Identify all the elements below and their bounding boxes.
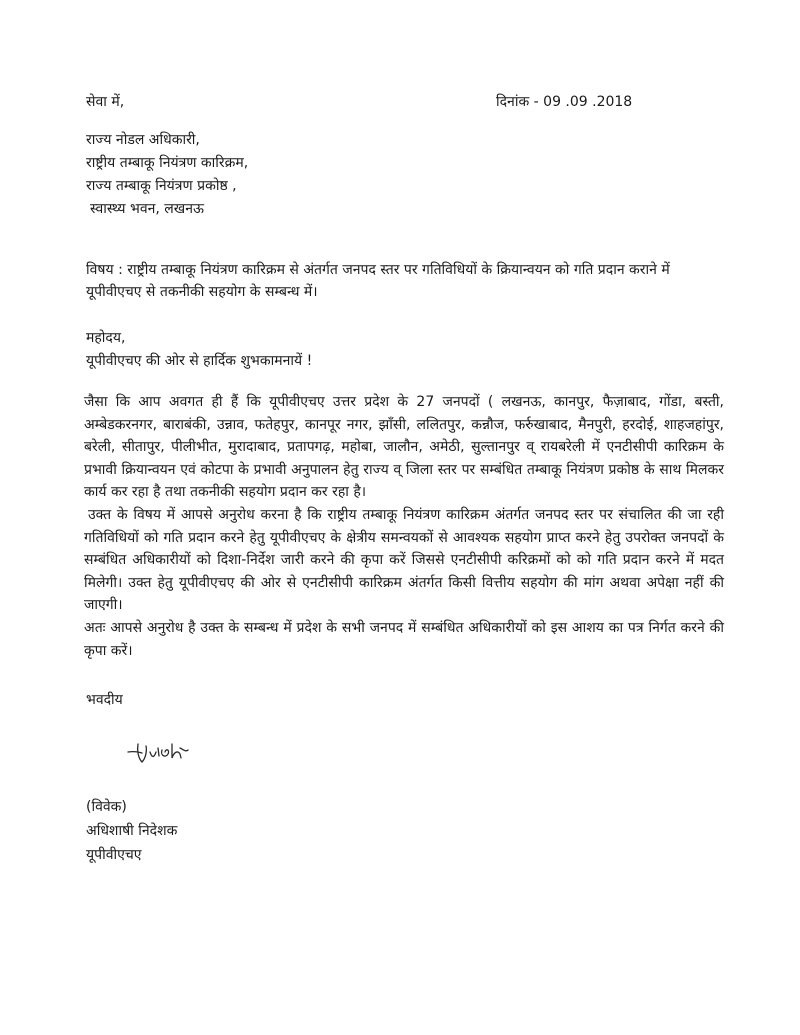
wishes: यूपीवीएचए की ओर से हार्दिक शुभकामनायें ! xyxy=(86,353,313,369)
greeting: महोदय, xyxy=(86,330,126,346)
letter-date: दिनांक - 09 .09 .2018 xyxy=(496,94,633,110)
address-line: राज्य नोडल अधिकारी, xyxy=(86,132,200,148)
subject-line: विषय : राष्ट्रीय तम्बाकू नियंत्रण कारिक्रम से अंतर्गत जनपद स्तर पर गतिविधियों के क्रियान्वयन को गति प्रदान कराने में यूपीवीएचए से तकनीकी सहयोग के सम्बन्ध में। xyxy=(86,262,670,300)
closing: भवदीय xyxy=(86,692,123,708)
signer-org: यूपीवीएचए xyxy=(86,847,142,863)
body-paragraph: उक्त के विषय में आपसे अनुरोध करना है कि राष्ट्रीय तम्बाकू नियंत्रण कारिक्रम अंतर्गत जनपद स्तर पर संचालित की जा रही गतिविधियों को गति प्रदान करने हेतु यूपीवीएचए के क्षेत्रीय समन्वयकों से आवश्यक सहयोग प्राप्त करने हेतु उपरोक्त जनपदों के सम्बंधित अधिकारीयों को दिशा-निर्देश जारी करने की कृपा करें जिससे एनटीसीपी करिक्रमों को को गति प्रदान करने में मदत मिलेगी। उक्त हेतु यूपीवीएचए की ओर से एनटीसीपी कारिक्रम अंतर्गत किसी वित्तीय सहयोग की मांग अथवा अपेक्षा नहीं की जाएगी। xyxy=(84,507,724,613)
body-paragraph: अतः आपसे अनुरोध है उक्त के सम्बन्ध में प्रदेश के सभी जनपद में सम्बंधित अधिकारीयों को इस आशय का पत्र निर्गत करने की कृपा करें। xyxy=(84,620,724,659)
to-label: सेवा में, xyxy=(86,94,125,110)
address-line: राष्ट्रीय तम्बाकू नियंत्रण कारिक्रम, xyxy=(86,155,249,171)
handwritten-signature-icon xyxy=(126,738,206,768)
address-line: राज्य तम्बाकू नियंत्रण प्रकोष्ठ , xyxy=(86,178,237,194)
signer-name: (विवेक) xyxy=(86,799,127,815)
address-line: स्वास्थ्य भवन, लखनऊ xyxy=(90,201,204,217)
signer-title: अधिशाषी निदेशक xyxy=(86,823,178,839)
body-paragraph: जैसा कि आप अवगत ही हैं कि यूपीवीएचए उत्तर प्रदेश के 27 जनपदों ( लखनऊ, कानपुर, फैज़ाबाद, गोंडा, बस्ती, अम्बेडकरनगर, बाराबंकी, उन्नाव, फतेहपुर, कानपूर नगर, झाँसी, ललितपुर, कन्नौज, फर्रुखाबाद, मैनपुरी, हरदोई, शाहजहांपुर, बरेली, सीतापुर, पीलीभीत, मुरादाबाद, प्रतापगढ़, महोबा, जालौन, अमेठी, सुल्तानपुर व् रायबरेली में एनटीसीपी कारिक्रम के प्रभावी क्रियान्वयन एवं कोटपा के प्रभावी अनुपालन हेतु राज्य व् जिला स्तर पर सम्बंधित तम्बाकू नियंत्रण प्रकोष्ठ के साथ मिलकर कार्य कर रहा है तथा तकनीकी सहयोग प्रदान कर रहा है। xyxy=(84,394,724,500)
